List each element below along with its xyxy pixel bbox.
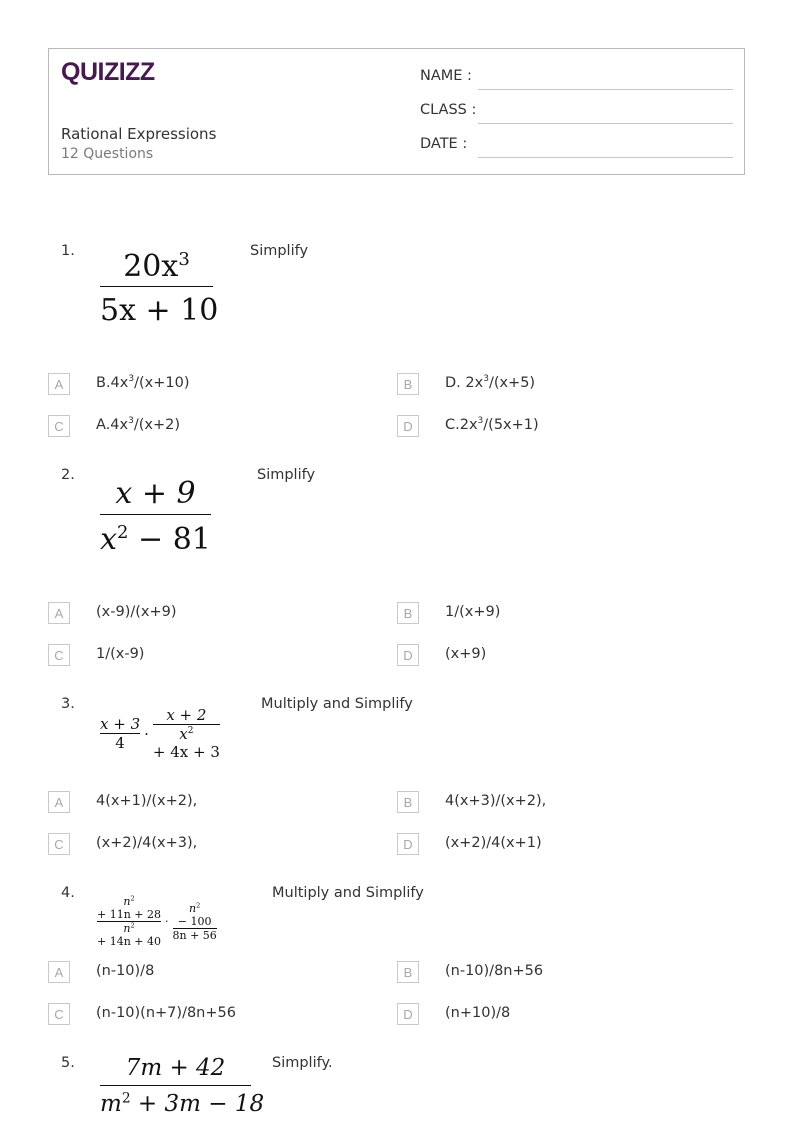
option-c-text[interactable]: 1/(x-9): [96, 646, 145, 662]
denominator-rest: − 81: [128, 522, 211, 557]
option-d-text[interactable]: $C.2x^3/(5x+1)$: [445, 416, 539, 433]
option-c-box[interactable]: C: [48, 833, 70, 855]
denominator-base: x: [100, 522, 118, 557]
option-b-box[interactable]: B: [397, 602, 419, 624]
exponent: 2: [121, 1090, 131, 1107]
question-prompt: Multiply and Simplify: [261, 696, 413, 712]
question-prompt: Multiply and Simplify: [272, 885, 424, 901]
multiply-dot: ·: [165, 915, 169, 928]
question-number: 3.: [61, 696, 75, 712]
numerator: 20x: [123, 249, 179, 284]
denominator: $n^2$ + 14n + 40: [97, 921, 162, 948]
option-c-box[interactable]: C: [48, 1003, 70, 1025]
option-d-text[interactable]: (x+9): [445, 646, 487, 662]
option-b-box[interactable]: B: [397, 791, 419, 813]
question-3-expression: [100, 706, 220, 761]
name-label: NAME :: [420, 68, 472, 84]
class-label: CLASS :: [420, 102, 477, 118]
option-b-text[interactable]: D. $2x^3/(x+5)$: [445, 374, 536, 391]
quizizz-logo: QUIZIZZ: [61, 58, 155, 86]
option-b-text[interactable]: (n-10)/8n+56: [445, 963, 544, 979]
first-fraction: [100, 715, 140, 752]
option-d-box[interactable]: D: [397, 1003, 419, 1025]
option-b-box[interactable]: B: [397, 373, 419, 395]
option-a-text[interactable]: (n-10)/8: [96, 963, 155, 979]
option-b-box[interactable]: B: [397, 961, 419, 983]
multiply-dot: ·: [144, 724, 149, 743]
option-b-text[interactable]: 1/(x+9): [445, 604, 501, 620]
numerator: $n^2$ + 11n + 28: [97, 894, 162, 921]
question-prompt: Simplify: [250, 243, 309, 259]
question-1-expression: [100, 248, 219, 335]
numerator: x + 3: [100, 715, 141, 733]
denominator: 5x + 10: [100, 293, 219, 328]
option-a-text[interactable]: 4(x+1)/(x+2),: [96, 793, 198, 809]
question-prompt: Simplify.: [272, 1055, 333, 1071]
denominator: 8n + 56: [172, 928, 217, 942]
question-5-expression: [100, 1052, 265, 1122]
exponent: 2: [117, 522, 129, 543]
question-4-expression: [97, 895, 217, 948]
date-field[interactable]: [478, 157, 733, 158]
first-fraction: [97, 895, 161, 948]
question-2-expression: [100, 474, 211, 565]
option-c-box[interactable]: C: [48, 415, 70, 437]
numerator: x + 2: [166, 706, 207, 724]
class-field[interactable]: [478, 123, 733, 124]
denominator-base: m: [100, 1091, 122, 1117]
option-a-box[interactable]: A: [48, 791, 70, 813]
question-prompt: Simplify: [257, 467, 316, 483]
option-b-text[interactable]: 4(x+3)/(x+2),: [445, 793, 547, 809]
worksheet-title: Rational Expressions: [61, 125, 217, 143]
exponent: 3: [178, 249, 190, 270]
option-c-text[interactable]: (n-10)(n+7)/8n+56: [96, 1005, 236, 1021]
option-c-text[interactable]: $A.4x^3/(x+2)$: [96, 416, 180, 433]
date-label: DATE :: [420, 136, 468, 152]
name-field[interactable]: [478, 89, 733, 90]
question-number: 4.: [61, 885, 75, 901]
second-fraction: [173, 902, 217, 942]
option-a-box[interactable]: A: [48, 602, 70, 624]
option-d-box[interactable]: D: [397, 833, 419, 855]
second-fraction: [153, 706, 220, 761]
option-a-box[interactable]: A: [48, 961, 70, 983]
question-number: 2.: [61, 467, 75, 483]
numerator: x + 9: [115, 476, 196, 511]
option-a-text[interactable]: $B.4x^3/(x+10)$: [96, 374, 190, 391]
denominator-rest: + 3m − 18: [130, 1091, 265, 1117]
option-d-text[interactable]: (x+2)/4(x+1): [445, 835, 542, 851]
option-c-text[interactable]: (x+2)/4(x+3),: [96, 835, 198, 851]
denominator: $x^2$ + 4x + 3: [152, 725, 220, 761]
option-d-box[interactable]: D: [397, 644, 419, 666]
option-a-text[interactable]: (x-9)/(x+9): [96, 604, 177, 620]
numerator: $n^2$ − 100: [177, 900, 212, 928]
denominator: 4: [100, 733, 140, 752]
numerator: 7m + 42: [125, 1055, 226, 1081]
option-c-box[interactable]: C: [48, 644, 70, 666]
question-count: 12 Questions: [61, 146, 154, 162]
question-number: 5.: [61, 1055, 75, 1071]
option-d-box[interactable]: D: [397, 415, 419, 437]
question-number: 1.: [61, 243, 75, 259]
option-a-box[interactable]: A: [48, 373, 70, 395]
option-d-text[interactable]: (n+10)/8: [445, 1005, 511, 1021]
